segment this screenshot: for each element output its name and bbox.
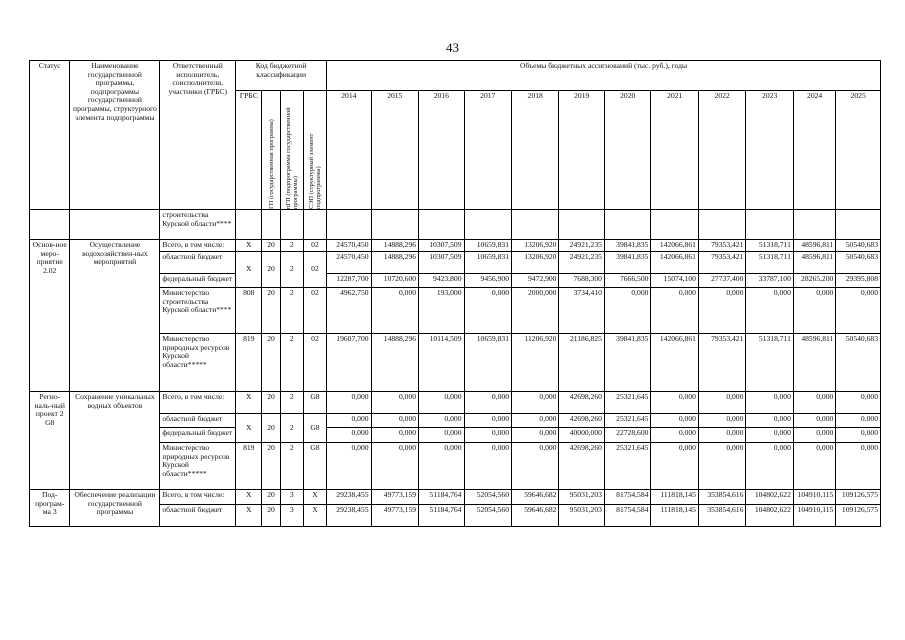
value-cell: 51184,764 — [419, 490, 464, 505]
value-cell: 0,000 — [419, 443, 464, 490]
responsible-cell: Министерство строительства Курской области**** — [160, 288, 236, 334]
header-volumes-group: Объемы бюджетных ассигнований (тыс. руб.), годы — [327, 61, 881, 91]
header-year: 2023 — [746, 91, 793, 210]
value-cell: 79353,421 — [698, 252, 745, 274]
value-cell: 51318,711 — [746, 334, 793, 392]
value-cell: 19607,700 — [327, 334, 371, 392]
value-cell: 10307,509 — [419, 252, 464, 274]
value-cell: 48596,811 — [793, 240, 835, 252]
value-cell: 111818,145 — [651, 490, 698, 505]
value-cell: 0,000 — [651, 428, 698, 443]
code-sep-cell: 02 — [303, 334, 326, 392]
value-cell: 0,000 — [512, 443, 559, 490]
header-year: 2014 — [327, 91, 371, 210]
value-cell: 42698,260 — [559, 392, 604, 414]
value-cell: 0,000 — [746, 288, 793, 334]
header-year: 2020 — [604, 91, 650, 210]
header-year: 2015 — [371, 91, 418, 210]
value-cell: 25321,645 — [604, 443, 650, 490]
value-cell: 104802,622 — [746, 490, 793, 505]
code-sep-cell: G8 — [303, 443, 326, 490]
code-grbs-cell: 819 — [236, 334, 262, 392]
value-cell: 42698,260 — [559, 443, 604, 490]
value-cell: 33787,100 — [746, 274, 793, 288]
value-cell: 24921,235 — [559, 252, 604, 274]
code-sep-cell: Х — [303, 505, 326, 527]
budget-table — [29, 60, 881, 527]
value-cell: 4962,750 — [327, 288, 371, 334]
value-cell: 109126,575 — [836, 505, 881, 527]
page-number: 43 — [446, 40, 459, 55]
responsible-cell: федеральный бюджет — [160, 428, 236, 443]
code-pgp-cell: 2 — [280, 288, 303, 334]
header-year: 2018 — [512, 91, 559, 210]
code-pgp-cell: 2 — [280, 443, 303, 490]
value-cell: 3734,410 — [559, 288, 604, 334]
code-gp-cell: 20 — [262, 288, 280, 334]
code-grbs-cell: Х — [236, 252, 262, 288]
code-grbs-cell: Х — [236, 505, 262, 527]
value-cell: 0,000 — [836, 428, 881, 443]
value-cell: 0,000 — [651, 288, 698, 334]
name-cell: Сохранение уникальных водных объектов — [70, 392, 160, 490]
value-cell: 14888,296 — [371, 240, 418, 252]
code-sep-cell: G8 — [303, 392, 326, 414]
header-pgp: пГП (подпрограмма государственной программы) — [284, 107, 299, 209]
value-cell: 2000,000 — [512, 288, 559, 334]
header-sep: СЭП (структурный элемент подпрограммы) — [307, 133, 322, 209]
value-cell: 0,000 — [836, 288, 881, 334]
value-cell: 142066,861 — [651, 334, 698, 392]
header-year: 2022 — [698, 91, 745, 210]
header-year: 2017 — [464, 91, 511, 210]
value-cell: 0,000 — [371, 443, 418, 490]
value-cell: 24570,450 — [327, 252, 371, 274]
name-cell: Осуществление водохозяйствен-ных мероприятий — [70, 240, 160, 392]
value-cell: 39841,835 — [604, 240, 650, 252]
value-cell: 7666,500 — [604, 274, 650, 288]
header-year: 2021 — [651, 91, 698, 210]
value-cell: 79353,421 — [698, 240, 745, 252]
responsible-cell: областной бюджет — [160, 505, 236, 527]
value-cell: 29238,455 — [327, 505, 371, 527]
value-cell: 15074,100 — [651, 274, 698, 288]
status-cell: Регио-наль-ный проект 2 G8 — [30, 392, 70, 490]
header-year: 2019 — [559, 91, 604, 210]
code-pgp-cell: 2 — [280, 392, 303, 414]
value-cell: 0,000 — [512, 392, 559, 414]
code-sep-cell: 02 — [303, 252, 326, 288]
value-cell: 0,000 — [698, 392, 745, 414]
code-grbs-cell: 808 — [236, 288, 262, 334]
code-gp-cell: 20 — [262, 252, 280, 288]
header-responsible: Ответственный исполнитель, соисполнители, участники (ГРБС) — [160, 61, 236, 210]
value-cell: 39841,835 — [604, 252, 650, 274]
code-grbs-cell: 819 — [236, 443, 262, 490]
value-cell: 24570,450 — [327, 240, 371, 252]
code-sep-cell: G8 — [303, 414, 326, 443]
value-cell: 29395,808 — [836, 274, 881, 288]
value-cell: 0,000 — [327, 392, 371, 414]
table-row — [30, 210, 881, 240]
value-cell: 0,000 — [464, 428, 511, 443]
header-code-group: Код бюджетной классификации — [236, 61, 327, 91]
responsible-cell: Всего, в том числе: — [160, 240, 236, 252]
responsible-cell: областной бюджет — [160, 252, 236, 274]
value-cell: 79353,421 — [698, 334, 745, 392]
value-cell: 142066,861 — [651, 240, 698, 252]
header-year: 2024 — [793, 91, 835, 210]
table-body — [30, 210, 881, 527]
value-cell: 10659,831 — [464, 240, 511, 252]
value-cell: 59646,682 — [512, 490, 559, 505]
value-cell: 10720,600 — [371, 274, 418, 288]
code-gp-cell: 20 — [262, 443, 280, 490]
value-cell: 0,000 — [746, 428, 793, 443]
value-cell: 24921,235 — [559, 240, 604, 252]
value-cell: 10307,509 — [419, 240, 464, 252]
value-cell: 0,000 — [327, 414, 371, 428]
value-cell: 48596,811 — [793, 252, 835, 274]
value-cell: 52054,560 — [464, 490, 511, 505]
value-cell: 0,000 — [327, 428, 371, 443]
value-cell: 25321,645 — [604, 392, 650, 414]
value-cell: 0,000 — [419, 428, 464, 443]
code-pgp-cell: 3 — [280, 505, 303, 527]
value-cell: 95031,203 — [559, 490, 604, 505]
responsible-cell: Министерство природных ресурсов Курской области***** — [160, 443, 236, 490]
value-cell: 0,000 — [512, 414, 559, 428]
header-status: Статус — [30, 61, 70, 210]
name-cell: Обеспечение реализации государственной программы — [70, 490, 160, 527]
value-cell: 11206,920 — [512, 334, 559, 392]
value-cell: 14888,296 — [371, 334, 418, 392]
value-cell: 13206,920 — [512, 252, 559, 274]
value-cell: 49773,159 — [371, 490, 418, 505]
code-gp-cell: 20 — [262, 505, 280, 527]
code-pgp-cell: 2 — [280, 334, 303, 392]
value-cell: 22728,600 — [604, 428, 650, 443]
code-sep-cell: 02 — [303, 288, 326, 334]
value-cell: 9472,900 — [512, 274, 559, 288]
value-cell: 95031,203 — [559, 505, 604, 527]
header-name: Наименование государственной программы, подпрограммы государственной программы, структурного элемента подпрограммы — [70, 61, 160, 210]
value-cell: 50540,683 — [836, 334, 881, 392]
value-cell: 0,000 — [698, 428, 745, 443]
value-cell: 21186,825 — [559, 334, 604, 392]
code-gp-cell: 20 — [262, 240, 280, 252]
value-cell: 0,000 — [746, 443, 793, 490]
value-cell: 0,000 — [793, 288, 835, 334]
value-cell: 40000,000 — [559, 428, 604, 443]
value-cell: 142066,861 — [651, 252, 698, 274]
value-cell: 9456,900 — [464, 274, 511, 288]
value-cell: 42698,260 — [559, 414, 604, 428]
value-cell: 0,000 — [371, 414, 418, 428]
responsible-cell: федеральный бюджет — [160, 274, 236, 288]
value-cell: 14888,296 — [371, 252, 418, 274]
value-cell: 193,000 — [419, 288, 464, 334]
code-pgp-cell: 2 — [280, 252, 303, 288]
table-header — [30, 61, 881, 210]
code-gp-cell: 20 — [262, 414, 280, 443]
value-cell: 0,000 — [836, 443, 881, 490]
value-cell: 49773,159 — [371, 505, 418, 527]
value-cell: 0,000 — [836, 392, 881, 414]
value-cell: 0,000 — [464, 414, 511, 428]
value-cell: 81754,584 — [604, 490, 650, 505]
value-cell: 12287,700 — [327, 274, 371, 288]
value-cell: 39841,835 — [604, 334, 650, 392]
value-cell: 0,000 — [464, 443, 511, 490]
value-cell: 51184,764 — [419, 505, 464, 527]
table-row — [30, 240, 881, 252]
code-pgp-cell: 2 — [280, 240, 303, 252]
responsible-cell: Министерство природных ресурсов Курской области***** — [160, 334, 236, 392]
value-cell: 0,000 — [512, 428, 559, 443]
code-grbs-cell: Х — [236, 414, 262, 443]
value-cell: 104910,115 — [793, 505, 835, 527]
value-cell: 0,000 — [793, 392, 835, 414]
value-cell: 59646,682 — [512, 505, 559, 527]
code-sep-cell: 02 — [303, 240, 326, 252]
value-cell: 0,000 — [371, 428, 418, 443]
code-pgp-cell: 3 — [280, 490, 303, 505]
value-cell: 0,000 — [327, 443, 371, 490]
header-grbs: ГРБС — [236, 91, 262, 210]
value-cell: 0,000 — [464, 288, 511, 334]
value-cell: 111818,145 — [651, 505, 698, 527]
value-cell: 10659,831 — [464, 334, 511, 392]
value-cell: 50540,683 — [836, 240, 881, 252]
value-cell: 0,000 — [464, 392, 511, 414]
value-cell: 7688,300 — [559, 274, 604, 288]
code-pgp-cell: 2 — [280, 414, 303, 443]
value-cell: 0,000 — [698, 443, 745, 490]
value-cell: 104910,115 — [793, 490, 835, 505]
code-gp-cell: 20 — [262, 392, 280, 414]
value-cell: 52054,560 — [464, 505, 511, 527]
responsible-cell: Всего, в том числе: — [160, 490, 236, 505]
value-cell: 0,000 — [371, 392, 418, 414]
value-cell: 51318,711 — [746, 240, 793, 252]
code-sep-cell: Х — [303, 490, 326, 505]
value-cell: 0,000 — [651, 414, 698, 428]
value-cell: 0,000 — [371, 288, 418, 334]
value-cell: 0,000 — [836, 414, 881, 428]
value-cell: 0,000 — [793, 428, 835, 443]
responsible-cell: областной бюджет — [160, 414, 236, 428]
value-cell: 0,000 — [746, 392, 793, 414]
table-row — [30, 392, 881, 414]
value-cell: 0,000 — [604, 288, 650, 334]
value-cell: 0,000 — [746, 414, 793, 428]
value-cell: 9423,800 — [419, 274, 464, 288]
value-cell: 353854,616 — [698, 490, 745, 505]
status-cell: Под-програм-ма 3 — [30, 490, 70, 527]
header-year: 2016 — [419, 91, 464, 210]
value-cell: 81754,584 — [604, 505, 650, 527]
value-cell: 27737,400 — [698, 274, 745, 288]
code-grbs-cell: Х — [236, 490, 262, 505]
code-gp-cell: 20 — [262, 490, 280, 505]
value-cell: 353854,616 — [698, 505, 745, 527]
code-gp-cell: 20 — [262, 334, 280, 392]
table-row — [30, 490, 881, 505]
header-year: 2025 — [836, 91, 881, 210]
value-cell: 13206,920 — [512, 240, 559, 252]
value-cell: 29238,455 — [327, 490, 371, 505]
header-gp: ГП (государственная программа) — [267, 119, 275, 209]
value-cell: 0,000 — [698, 288, 745, 334]
value-cell: 0,000 — [651, 443, 698, 490]
value-cell: 109126,575 — [836, 490, 881, 505]
value-cell: 0,000 — [793, 414, 835, 428]
code-grbs-cell: Х — [236, 392, 262, 414]
value-cell: 0,000 — [651, 392, 698, 414]
value-cell: 104802,622 — [746, 505, 793, 527]
value-cell: 48596,811 — [793, 334, 835, 392]
value-cell: 0,000 — [793, 443, 835, 490]
value-cell: 10659,831 — [464, 252, 511, 274]
value-cell: 50540,683 — [836, 252, 881, 274]
responsible-cell: Всего, в том числе: — [160, 392, 236, 414]
value-cell: 0,000 — [698, 414, 745, 428]
value-cell: 0,000 — [419, 414, 464, 428]
value-cell: 28265,200 — [793, 274, 835, 288]
code-grbs-cell: Х — [236, 240, 262, 252]
value-cell: 0,000 — [419, 392, 464, 414]
value-cell: 25321,645 — [604, 414, 650, 428]
status-cell: Основ-ное меро-приятие 2.02 — [30, 240, 70, 392]
value-cell: 10114,509 — [419, 334, 464, 392]
value-cell: 51318,711 — [746, 252, 793, 274]
continuation-cell: строительства Курской области**** — [160, 210, 236, 240]
